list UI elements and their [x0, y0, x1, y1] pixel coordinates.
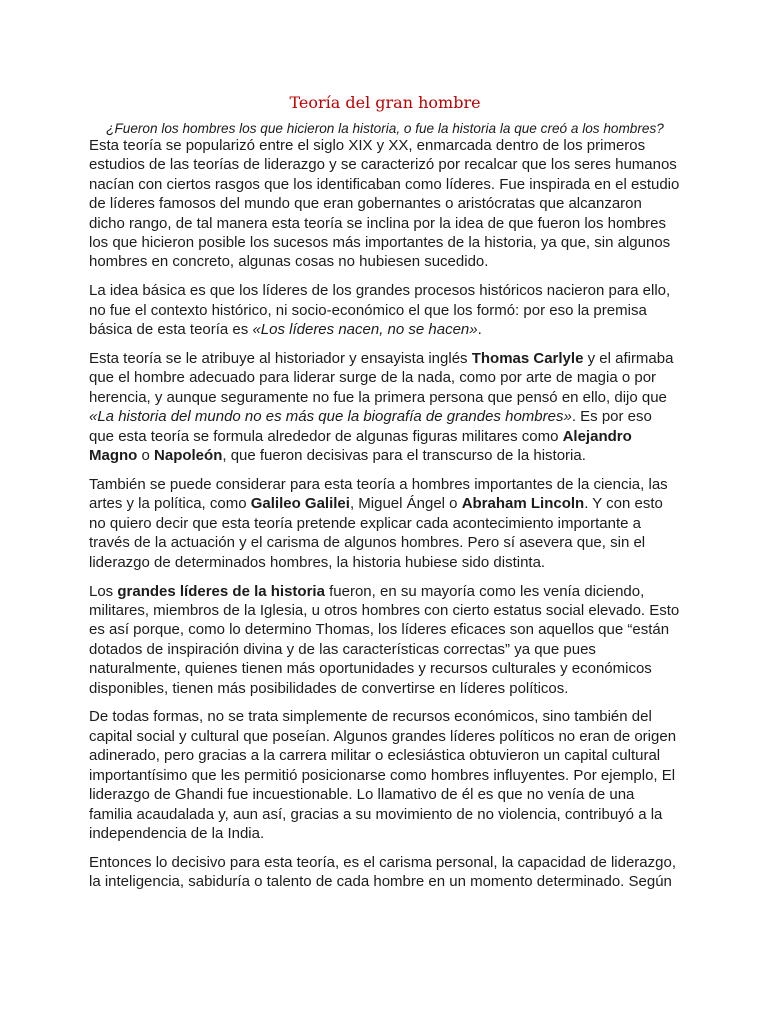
document-title: Teoría del gran hombre	[289, 93, 481, 112]
emphasis-bold: Napoleón	[154, 447, 223, 465]
emphasis-bold: Abraham Lincoln	[461, 495, 585, 513]
emphasis-bold: Thomas Carlyle	[471, 350, 584, 368]
document-subtitle: ¿Fueron los hombres los que hicieron la historia, o fue la historia la que creó a los hombres?	[106, 121, 664, 136]
paragraph-2	[89, 281, 681, 339]
text-run: . Y con esto no quiero decir que esta teoría pretende explicar cada acontecimiento importante a través de la actuación y el carisma de algunos hombres. Pero sí asevera que, sin el liderazgo de determinados hombres, la historia hubiese sido distinta.	[89, 495, 663, 571]
text-run: Entonces lo decisivo para esta teoría, es el carisma personal, la capacidad de liderazgo, la inteligencia, sabiduría o talento de cada hombre en un momento determinado. Según	[89, 853, 676, 891]
paragraph-3	[89, 349, 681, 465]
text-run: De todas formas, no se trata simplemente de recursos económicos, sino también del capital social y cultural que poseían. Algunos grandes líderes políticos no eran de origen adinerado, pero gracias a la carrera militar o eclesiástica obtuvieron un capital cultural importantísimo que les permitió posicionarse como hombres influyentes. Por ejemplo, El liderazgo de Ghandi fue incuestionable. Lo llamativo de él es que no venía de una familia acaudalada y, aun así, gracias a su movimiento de no violencia, contribuyó a la independencia de la India.	[89, 708, 677, 842]
emphasis-italic: «Los líderes nacen, no se hacen»	[252, 321, 478, 339]
text-run: . Es por eso que esta teoría se formula alrededor de algunas figuras militares como	[89, 408, 652, 445]
paragraph-6	[89, 707, 681, 843]
text-run: o	[137, 447, 155, 465]
text-run: , que fueron decisivas para el transcurso de la historia.	[222, 447, 586, 465]
paragraph-4	[89, 475, 681, 572]
emphasis-bold: grandes líderes de la historia	[117, 582, 325, 600]
text-run: y el afirmaba que el hombre adecuado para liderar surge de la nada, como por arte de magia o por herencia, y aunque seguramente no fue la primera persona que pensó en ello, dijo que	[89, 350, 674, 406]
emphasis-bold: Alejandro Magno	[89, 427, 632, 465]
document-page	[89, 90, 681, 892]
text-run: .	[477, 321, 482, 339]
text-run: Los	[89, 582, 118, 600]
text-run: La idea básica es que los líderes de los grandes procesos históricos nacieron para ello, no fue el contexto histórico, ni socio-económico el que los formó: por eso la premisa básica de esta teoría es	[89, 282, 671, 339]
text-run: También se puede considerar para esta teoría a hombres importantes de la ciencia, las artes y la política, como	[89, 476, 668, 513]
text-run: , Miguel Ángel o	[349, 495, 462, 513]
paragraph-5	[89, 582, 681, 698]
emphasis-bold: Galileo Galilei	[250, 495, 350, 513]
text-run: fueron, en su mayoría como les venía diciendo, militares, miembros de la Iglesia, u otros hombres con cierto estatus social elevado. Esto es así porque, como lo determino Thomas, los líderes eficaces son aquellos que “están dotados de inspiración divina y de las características correctas” ya que pues naturalmente, quienes tienen más oportunidades y recursos culturales y económicos disponibles, tienen más posibilidades de convertirse en líderes políticos.	[89, 582, 680, 697]
emphasis-italic: «La historia del mundo no es más que la biografía de grandes hombres»	[89, 408, 572, 426]
document-body	[89, 136, 681, 892]
text-run: Esta teoría se popularizó entre el siglo XIX y XX, enmarcada dentro de los primeros estudios de las teorías de liderazgo y se caracterizó por recalcar que los seres humanos nacían con ciertos rasgos que los identificaban como líderes. Fue inspirada en el estudio de líderes famosos del mundo que eran gobernantes o aristócratas que alcanzaron dicho rango, de tal manera esta teoría se inclina por la idea de que fueron los hombres los que hicieron posible los sucesos más importantes de la historia, ya que, sin algunos hombres en concreto, algunas cosas no hubiesen sucedido.	[89, 137, 680, 271]
text-run: Esta teoría se le atribuye al historiador y ensayista inglés	[89, 350, 472, 368]
paragraph-7	[89, 853, 681, 892]
paragraph-1	[89, 136, 681, 272]
